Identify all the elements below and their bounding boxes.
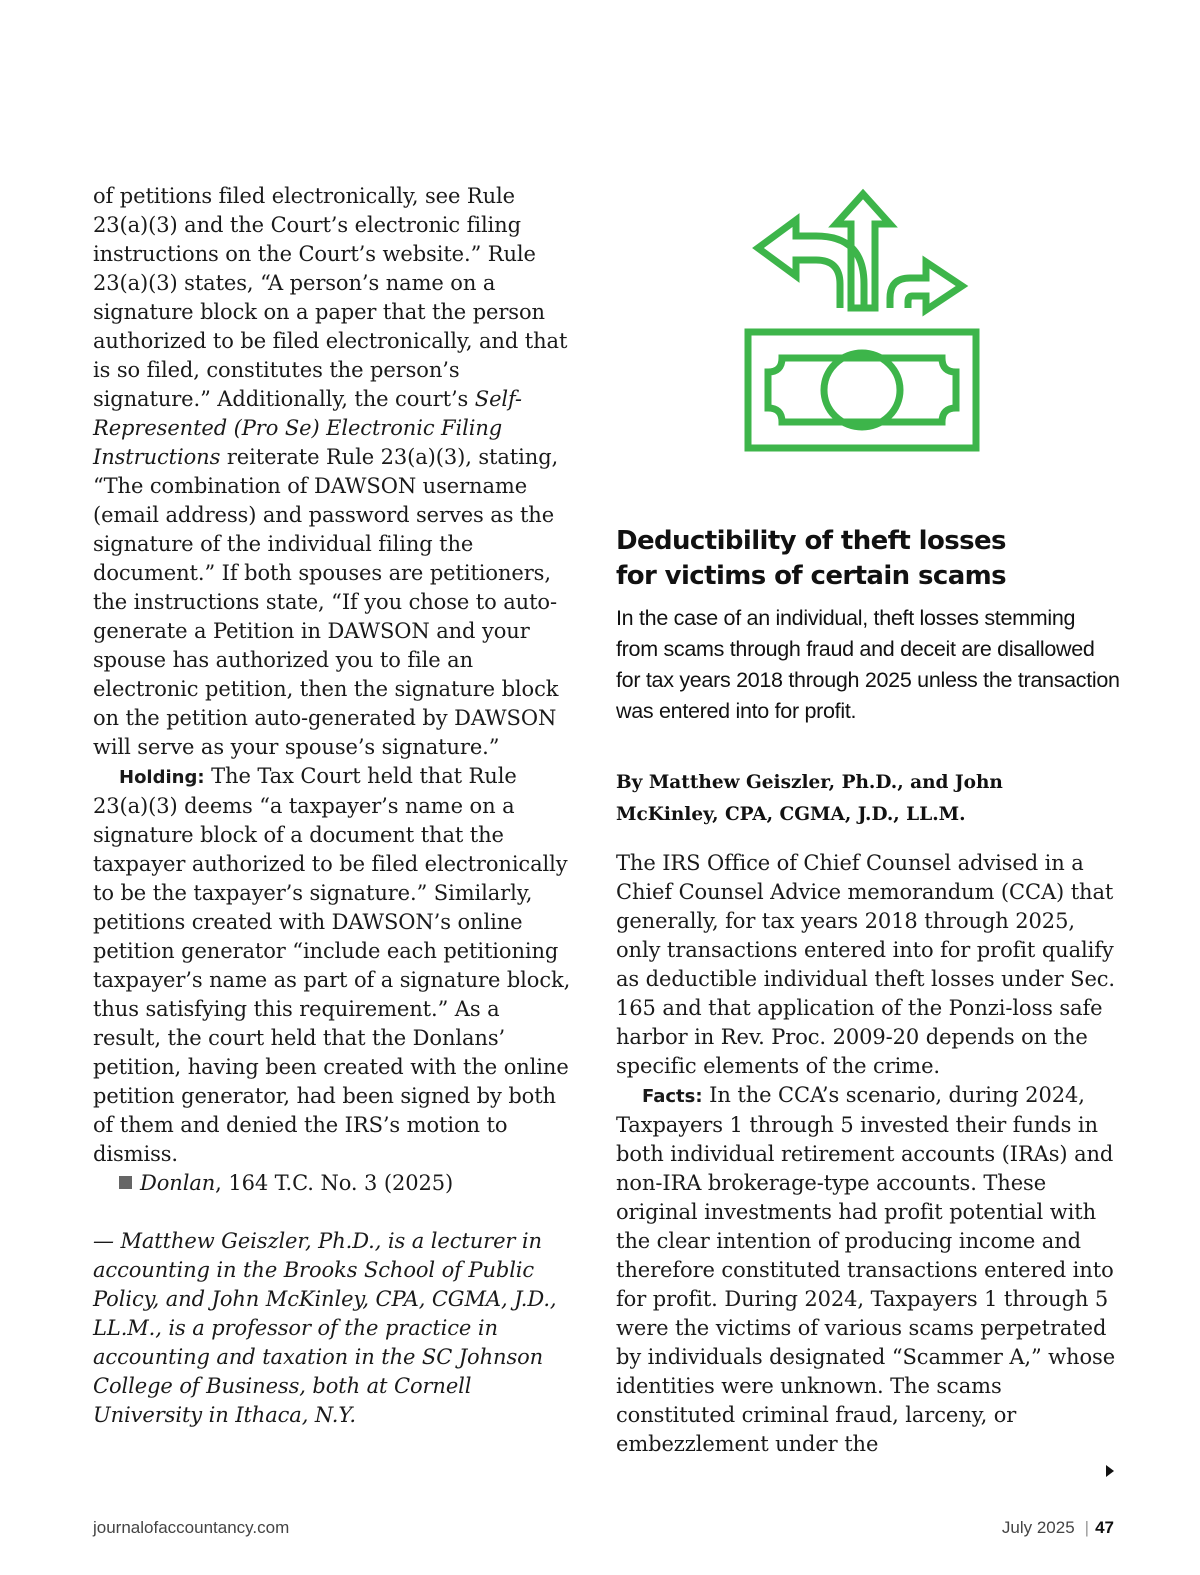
holding-text: The Tax Court held that Rule 23(a)(3) deems “a taxpayer’s name on a signature block of a document that the taxpayer authorized to be filed electronically to be the taxpayer’s signature.” Similarly, petitions created with DAWSON’s online petition generator “include each petitioning taxpayer’s name as part of a signature block, thus satisfying this requirement.” As a result, the court held that the Donlans’ petition, having been created with the online petition generator, had been signed by both of them and denied the IRS’s motion to dismiss. (93, 764, 571, 1166)
citation-details: , 164 T.C. No. 3 (2025) (215, 1171, 454, 1195)
byline-line: McKinley, CPA, CGMA, J.D., LL.M. (616, 804, 966, 825)
article-title-line: for victims of certain scams (616, 561, 1007, 591)
article-byline (616, 767, 1086, 831)
byline-line: By Matthew Geiszler, Ph.D., and John (616, 772, 1003, 793)
right-column (616, 849, 1121, 1459)
holding-label: Holding: (119, 767, 205, 788)
footer-separator: | (1084, 1518, 1090, 1537)
left-column (93, 182, 571, 1430)
page-number: 47 (1095, 1518, 1114, 1537)
article-title-line: Deductibility of theft losses (616, 526, 1006, 556)
money-crossroads-icon (740, 186, 985, 458)
facts-label: Facts: (642, 1086, 703, 1107)
facts-text: In the CCA’s scenario, during 2024, Taxpayers 1 through 5 invested their funds in both individual retirement accounts (IRAs) and non-IRA brokerage-type accounts. These original investments had profit potential with the clear intention of producing income and therefore constituted transactions entered into for profit. During 2024, Taxpayers 1 through 5 were the victims of various scams perpetrated by individuals designated “Scammer A,” whose identities were unknown. The scams constituted criminal fraud, larceny, or embezzlement under the (616, 1083, 1116, 1456)
author-bio: — Matthew Geiszler, Ph.D., is a lecturer in accounting in the Brooks School of Public Policy, and John McKinley, CPA, CGMA, J.D., LL.M., is a professor of the practice in accounting and taxation in the SC Johnson College of Business, both at Cornell University in Ithaca, N.Y. (93, 1229, 557, 1427)
footer-page-info (1002, 1518, 1114, 1542)
issue-date: July 2025 (1001, 1518, 1075, 1537)
end-square-icon (119, 1176, 132, 1189)
article-deck: In the case of an individual, theft losses stemming from scams through fraud and deceit are disallowed for tax years 2018 through 2025 unless the transaction was entered into for profit. (616, 606, 1120, 723)
case-citation (93, 1169, 571, 1198)
body-paragraph: The IRS Office of Chief Counsel advised in a Chief Counsel Advice memorandum (CCA) that generally, for tax years 2018 through 2025, only transactions entered into for profit qualify as deductible individual theft losses under Sec. 165 and that application of the Ponzi-loss safe harbor in Rev. Proc. 2009-20 depends on the specific elements of the crime. (616, 851, 1116, 1078)
case-name: Donlan (140, 1171, 216, 1195)
document-title-italic: Self-Represented (Pro Se) Electronic Filing Instructions (93, 387, 522, 469)
continue-arrow-icon (1106, 1465, 1114, 1477)
body-text: reiterate Rule 23(a)(3), stating, “The combination of DAWSON username (email address) and password serves as the signature of the individual filing the document.” If both spouses are petitioners, the instructions state, “If you chose to auto-generate a Petition in DAWSON and your spouse has authorized you to file an electronic petition, then the signature block on the petition auto-generated by DAWSON will serve as your spouse’s signature.” (93, 445, 559, 759)
facts-paragraph (616, 1081, 1121, 1459)
body-paragraph (93, 182, 571, 762)
body-text: of petitions filed electronically, see Rule 23(a)(3) and the Court’s electronic filing instructions on the Court’s website.” Rule 23(a)(3) states, “A person’s name on a signature block on a paper that the person authorized to be filed electronically, and that is so filed, constitutes the person’s signature.” Additionally, the court’s (93, 184, 568, 411)
holding-paragraph (93, 762, 571, 1169)
article-title (616, 524, 1116, 594)
footer-site: journalofaccountancy.com (93, 1518, 290, 1537)
